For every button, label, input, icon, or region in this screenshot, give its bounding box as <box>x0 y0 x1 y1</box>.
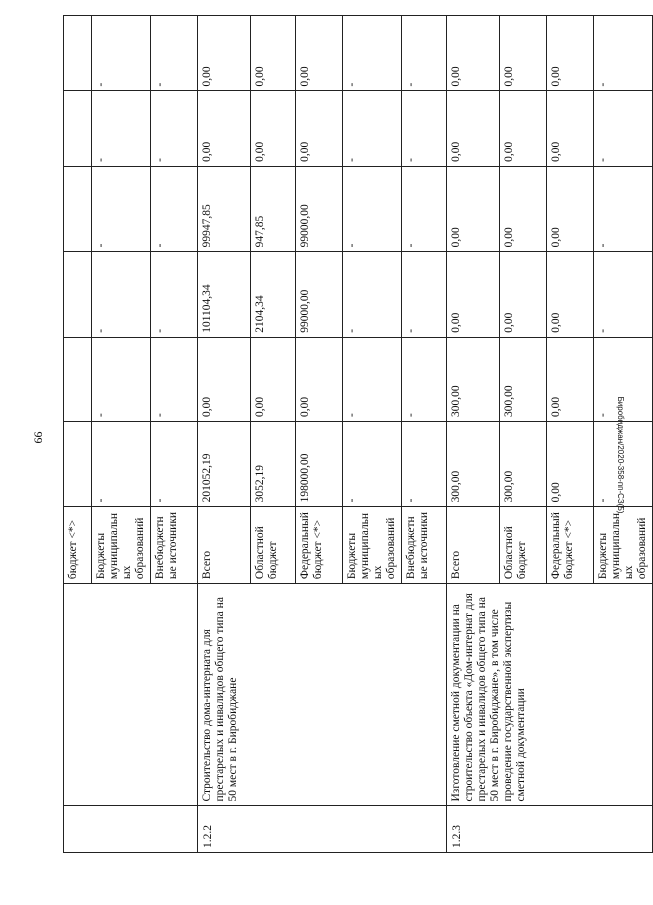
amount-cell: - <box>92 16 151 91</box>
funding-source-cell: Областной бюджет <box>500 507 547 584</box>
amount-cell: 0,00 <box>251 91 296 166</box>
funding-source-cell: Областной бюджет <box>251 507 296 584</box>
amount-cell: 300,00 <box>447 421 500 506</box>
amount-cell: 0,00 <box>547 337 594 421</box>
amount-cell: - <box>343 16 402 91</box>
amount-cell: 300,00 <box>447 337 500 421</box>
amount-cell: - <box>343 91 402 166</box>
amount-cell: - <box>402 16 447 91</box>
amount-cell: 101104,34 <box>198 252 251 337</box>
amount-cell: - <box>402 337 447 421</box>
amount-cell: - <box>594 166 653 251</box>
amount-cell: - <box>402 91 447 166</box>
amount-cell: 0,00 <box>547 421 594 506</box>
amount-cell <box>64 337 92 421</box>
amount-cell: 947,85 <box>251 166 296 251</box>
amount-cell: - <box>402 421 447 506</box>
funding-source-cell: Федеральный бюджет <*> <box>547 507 594 584</box>
amount-cell: 0,00 <box>296 337 343 421</box>
amount-cell: 0,00 <box>447 16 500 91</box>
table-row <box>64 16 92 853</box>
amount-cell: - <box>343 252 402 337</box>
funding-source-cell: Внебюджетные источники <box>151 507 198 584</box>
amount-cell: 0,00 <box>198 16 251 91</box>
amount-cell: 0,00 <box>547 16 594 91</box>
amount-cell: 0,00 <box>500 252 547 337</box>
amount-cell: 0,00 <box>547 91 594 166</box>
amount-cell <box>64 421 92 506</box>
amount-cell: 99000,00 <box>296 166 343 251</box>
amount-cell: 0,00 <box>447 91 500 166</box>
amount-cell: 201052,19 <box>198 421 251 506</box>
budget-table <box>63 15 653 853</box>
amount-cell: - <box>92 252 151 337</box>
amount-cell: 0,00 <box>296 91 343 166</box>
funding-source-cell: Внебюджетные источники <box>402 507 447 584</box>
amount-cell: 0,00 <box>198 337 251 421</box>
document-code: Биробиджан/2020-358-пп-СЗ(5) <box>616 396 625 514</box>
amount-cell <box>64 252 92 337</box>
amount-cell: 198000,00 <box>296 421 343 506</box>
amount-cell: 300,00 <box>500 337 547 421</box>
item-name-cell: Изготовление сметной документации на строительство объекта «Дом-интернат для престарелых и инвалидов общего типа на 50 мест в г. Биробиджане», в том числе проведение государственной экспертизы сметной документации <box>447 584 653 806</box>
amount-cell: - <box>92 91 151 166</box>
item-code-cell <box>64 806 198 853</box>
amount-cell: 300,00 <box>500 421 547 506</box>
amount-cell: 0,00 <box>296 16 343 91</box>
amount-cell <box>64 91 92 166</box>
amount-cell: - <box>151 337 198 421</box>
amount-cell <box>64 16 92 91</box>
amount-cell <box>64 166 92 251</box>
funding-source-cell: Федеральный бюджет <*> <box>296 507 343 584</box>
amount-cell: 0,00 <box>447 252 500 337</box>
funding-source-cell: Бюджеты муниципальных образований <box>92 507 151 584</box>
amount-cell: 0,00 <box>198 91 251 166</box>
amount-cell: 0,00 <box>251 337 296 421</box>
amount-cell: - <box>594 16 653 91</box>
amount-cell: 0,00 <box>547 166 594 251</box>
item-name-cell: Строительство дома-интерната для престарелых и инвалидов общего типа на 50 мест в г. Биробиджане <box>198 584 447 806</box>
amount-cell: - <box>343 421 402 506</box>
amount-cell: - <box>92 337 151 421</box>
amount-cell: - <box>151 421 198 506</box>
amount-cell: 99000,00 <box>296 252 343 337</box>
amount-cell: - <box>151 16 198 91</box>
item-code-cell: 1.2.3 <box>447 806 653 853</box>
funding-source-cell: бюджет <*> <box>64 507 92 584</box>
amount-cell: - <box>92 166 151 251</box>
amount-cell: - <box>92 421 151 506</box>
table-row <box>447 16 500 853</box>
amount-cell: 0,00 <box>547 252 594 337</box>
amount-cell: 0,00 <box>500 16 547 91</box>
amount-cell: - <box>343 337 402 421</box>
amount-cell: 0,00 <box>447 166 500 251</box>
amount-cell: - <box>594 252 653 337</box>
amount-cell: - <box>594 337 653 421</box>
funding-source-cell: Всего <box>447 507 500 584</box>
page-number: 99 <box>31 431 46 444</box>
table-row <box>198 16 251 853</box>
amount-cell: 0,00 <box>500 166 547 251</box>
amount-cell: - <box>151 166 198 251</box>
amount-cell: 0,00 <box>500 91 547 166</box>
amount-cell: - <box>402 166 447 251</box>
table-body <box>64 16 653 853</box>
amount-cell: - <box>402 252 447 337</box>
amount-cell: 2104,34 <box>251 252 296 337</box>
amount-cell: 99947,85 <box>198 166 251 251</box>
amount-cell: - <box>594 91 653 166</box>
funding-source-cell: Бюджеты муниципальных образований <box>343 507 402 584</box>
funding-source-cell: Всего <box>198 507 251 584</box>
amount-cell: 3052,19 <box>251 421 296 506</box>
amount-cell: - <box>594 421 653 506</box>
funding-source-cell: Бюджеты муниципальных образований <box>594 507 653 584</box>
amount-cell: - <box>343 166 402 251</box>
amount-cell: 0,00 <box>251 16 296 91</box>
item-code-cell: 1.2.2 <box>198 806 447 853</box>
amount-cell: - <box>151 91 198 166</box>
amount-cell: - <box>151 252 198 337</box>
item-name-cell <box>64 584 198 806</box>
